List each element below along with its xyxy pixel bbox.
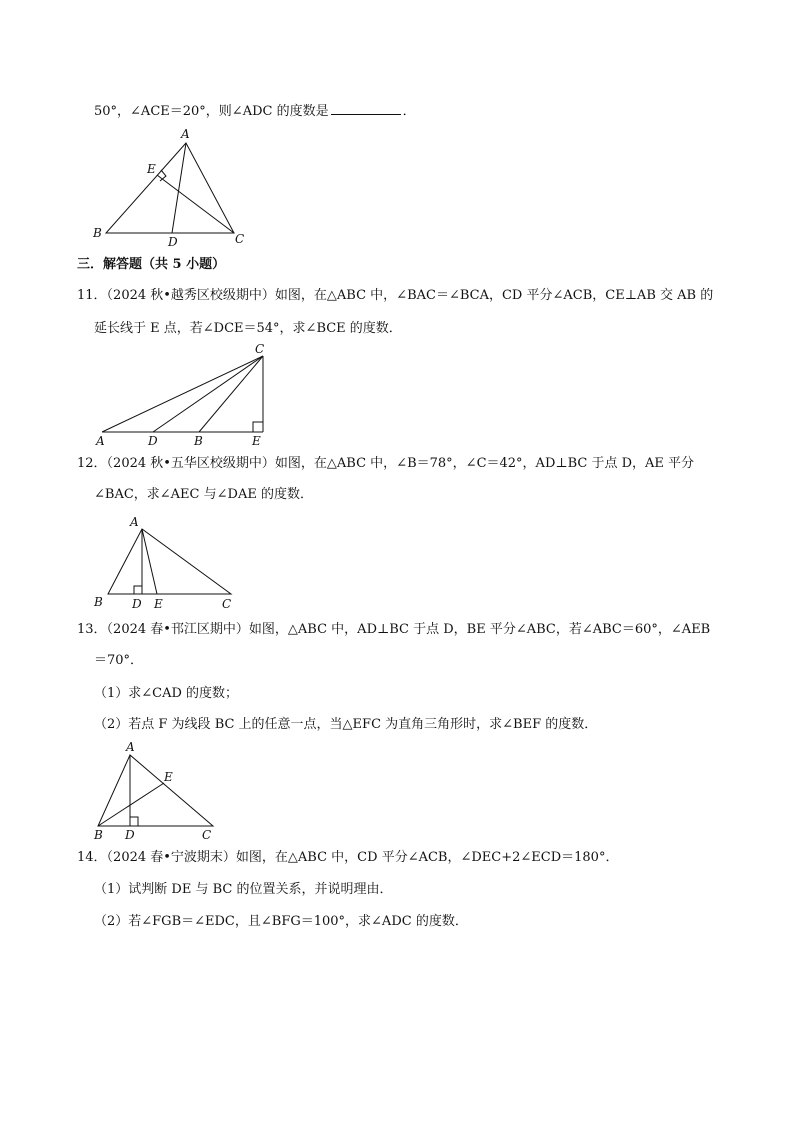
label-c: C <box>202 828 212 842</box>
triangle-abc <box>106 143 234 233</box>
q13-part2: （2）若点 F 为线段 BC 上的任意一点，当△EFC 为直角三角形时，求∠BEF 的度数． <box>94 717 598 732</box>
answer-blank <box>331 102 401 115</box>
label-b: B <box>94 595 103 609</box>
right-angle-mark <box>134 586 142 594</box>
label-e: E <box>154 597 163 611</box>
q13-part1: （1）求∠CAD 的度数； <box>94 686 239 701</box>
label-d: D <box>125 828 135 842</box>
q14-part1: （1）试判断 DE 与 BC 的位置关系，并说明理由． <box>94 882 393 897</box>
label-b: B <box>194 434 203 448</box>
segment-ca <box>102 356 263 432</box>
figure-q10 <box>90 125 260 250</box>
figure-q11 <box>90 342 280 450</box>
q11-line1: 11．（2024 秋•越秀区校级期中）如图，在△ABC 中，∠BAC＝∠BCA，CD 平分∠ACB，CE⊥AB 交 AB 的 <box>77 288 714 303</box>
q12-line2: ∠BAC，求∠AEC 与∠DAE 的度数． <box>94 487 313 502</box>
label-e: E <box>252 434 261 448</box>
q13-line2: ＝70°． <box>94 653 144 668</box>
right-angle-mark <box>130 817 138 826</box>
q11-line2: 延长线于 E 点，若∠DCE＝54°，求∠BCE 的度数． <box>94 321 402 336</box>
label-d: D <box>168 235 178 249</box>
label-d: D <box>148 434 158 448</box>
q10-text-main: 50°，∠ACE＝20°，则∠ADC 的度数是 <box>94 104 329 119</box>
q12-line1: 12．（2024 秋•五华区校级期中）如图，在△ABC 中，∠B＝78°，∠C＝42°，AD⊥BC 于点 D，AE 平分 <box>77 456 695 471</box>
triangle-abc <box>108 529 231 594</box>
q14-part2: （2）若∠FGB＝∠EDC，且∠BFG＝100°，求∠ADC 的度数． <box>94 914 468 929</box>
label-b: B <box>93 226 102 240</box>
figure-q13 <box>90 738 230 843</box>
right-angle-mark <box>253 422 263 432</box>
segment-ce <box>157 175 234 233</box>
q10-text <box>94 102 416 121</box>
label-c: C <box>255 342 265 356</box>
figure-q12 <box>90 512 250 612</box>
label-a: A <box>130 515 139 529</box>
label-c: C <box>222 597 232 611</box>
label-e: E <box>164 770 173 784</box>
label-d: D <box>132 597 142 611</box>
label-b: B <box>94 828 103 842</box>
label-a: A <box>96 434 105 448</box>
q10-text-end: ． <box>402 104 416 119</box>
q13-line1: 13．（2024 春•邗江区期中）如图，△ABC 中，AD⊥BC 于点 D，BE 平分∠ABC，若∠ABC＝60°，∠AEB <box>77 622 711 637</box>
label-e: E <box>147 162 156 176</box>
section-heading: 三．解答题（共 5 小题） <box>77 257 226 272</box>
q14-line1: 14．（2024 春•宁波期末）如图，在△ABC 中，CD 平分∠ACB，∠DEC+2∠ECD＝180°． <box>77 850 619 865</box>
label-c: C <box>235 232 245 246</box>
label-a: A <box>181 127 190 141</box>
label-a: A <box>126 740 135 754</box>
